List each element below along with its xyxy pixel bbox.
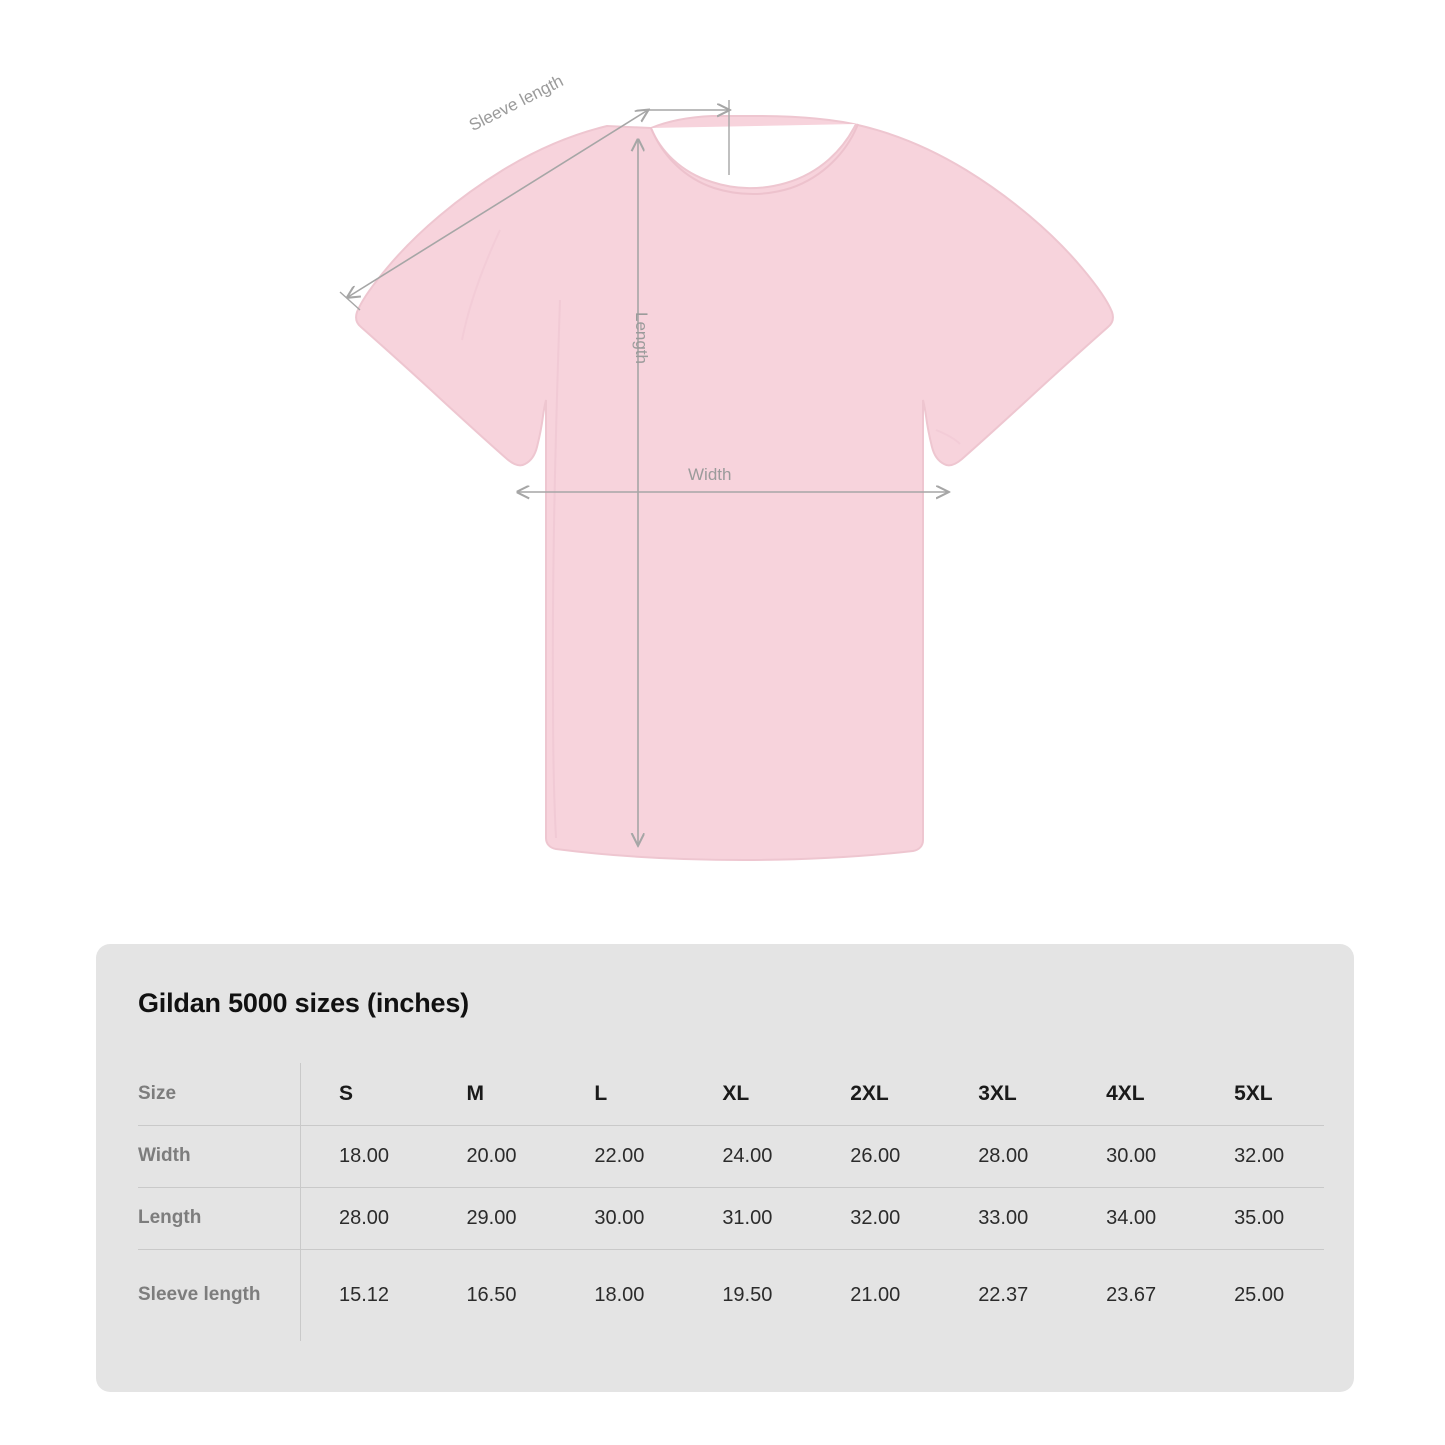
size-chart-table (138, 1063, 1324, 1341)
column-header-size: Size (138, 1063, 301, 1125)
row-header-sleeve-length: Sleeve length (138, 1249, 301, 1341)
column-header-2xl: 2XL (850, 1081, 889, 1105)
width-2xl: 26.00 (812, 1125, 940, 1187)
size-chart-title: Gildan 5000 sizes (inches) (138, 988, 469, 1018)
length-s: 28.00 (301, 1187, 429, 1249)
sleeve-3xl: 22.37 (940, 1249, 1068, 1341)
sleeve-5xl: 25.00 (1196, 1249, 1324, 1341)
length-m: 29.00 (428, 1187, 556, 1249)
row-header-length: Length (138, 1187, 301, 1249)
width-xl: 24.00 (684, 1125, 812, 1187)
column-header-m: M (466, 1081, 484, 1105)
length-xl: 31.00 (684, 1187, 812, 1249)
sleeve-l: 18.00 (556, 1249, 684, 1341)
table-header-row (138, 1063, 1324, 1125)
sleeve-s: 15.12 (301, 1249, 429, 1341)
sleeve-4xl: 23.67 (1068, 1249, 1196, 1341)
length-label: Length (632, 312, 651, 364)
column-header-s: S (339, 1081, 354, 1105)
length-4xl: 34.00 (1068, 1187, 1196, 1249)
width-s: 18.00 (301, 1125, 429, 1187)
column-header-5xl: 5XL (1234, 1081, 1273, 1105)
width-5xl: 32.00 (1196, 1125, 1324, 1187)
column-header-4xl: 4XL (1106, 1081, 1145, 1105)
table-row (138, 1187, 1324, 1249)
width-m: 20.00 (428, 1125, 556, 1187)
width-l: 22.00 (556, 1125, 684, 1187)
column-header-l: L (594, 1081, 608, 1105)
sleeve-xl: 19.50 (684, 1249, 812, 1341)
column-header-xl: XL (722, 1081, 750, 1105)
column-header-3xl: 3XL (978, 1081, 1017, 1105)
sleeve-2xl: 21.00 (812, 1249, 940, 1341)
sleeve-m: 16.50 (428, 1249, 556, 1341)
sleeve-length-label: Sleeve length (466, 71, 567, 135)
width-label: Width (688, 465, 732, 484)
length-3xl: 33.00 (940, 1187, 1068, 1249)
table-row (138, 1125, 1324, 1187)
length-2xl: 32.00 (812, 1187, 940, 1249)
row-header-width: Width (138, 1125, 301, 1187)
length-5xl: 35.00 (1196, 1187, 1324, 1249)
tshirt-shape (356, 116, 1113, 860)
width-3xl: 28.00 (940, 1125, 1068, 1187)
length-l: 30.00 (556, 1187, 684, 1249)
table-row (138, 1249, 1324, 1341)
size-chart-card (96, 944, 1354, 1392)
width-4xl: 30.00 (1068, 1125, 1196, 1187)
